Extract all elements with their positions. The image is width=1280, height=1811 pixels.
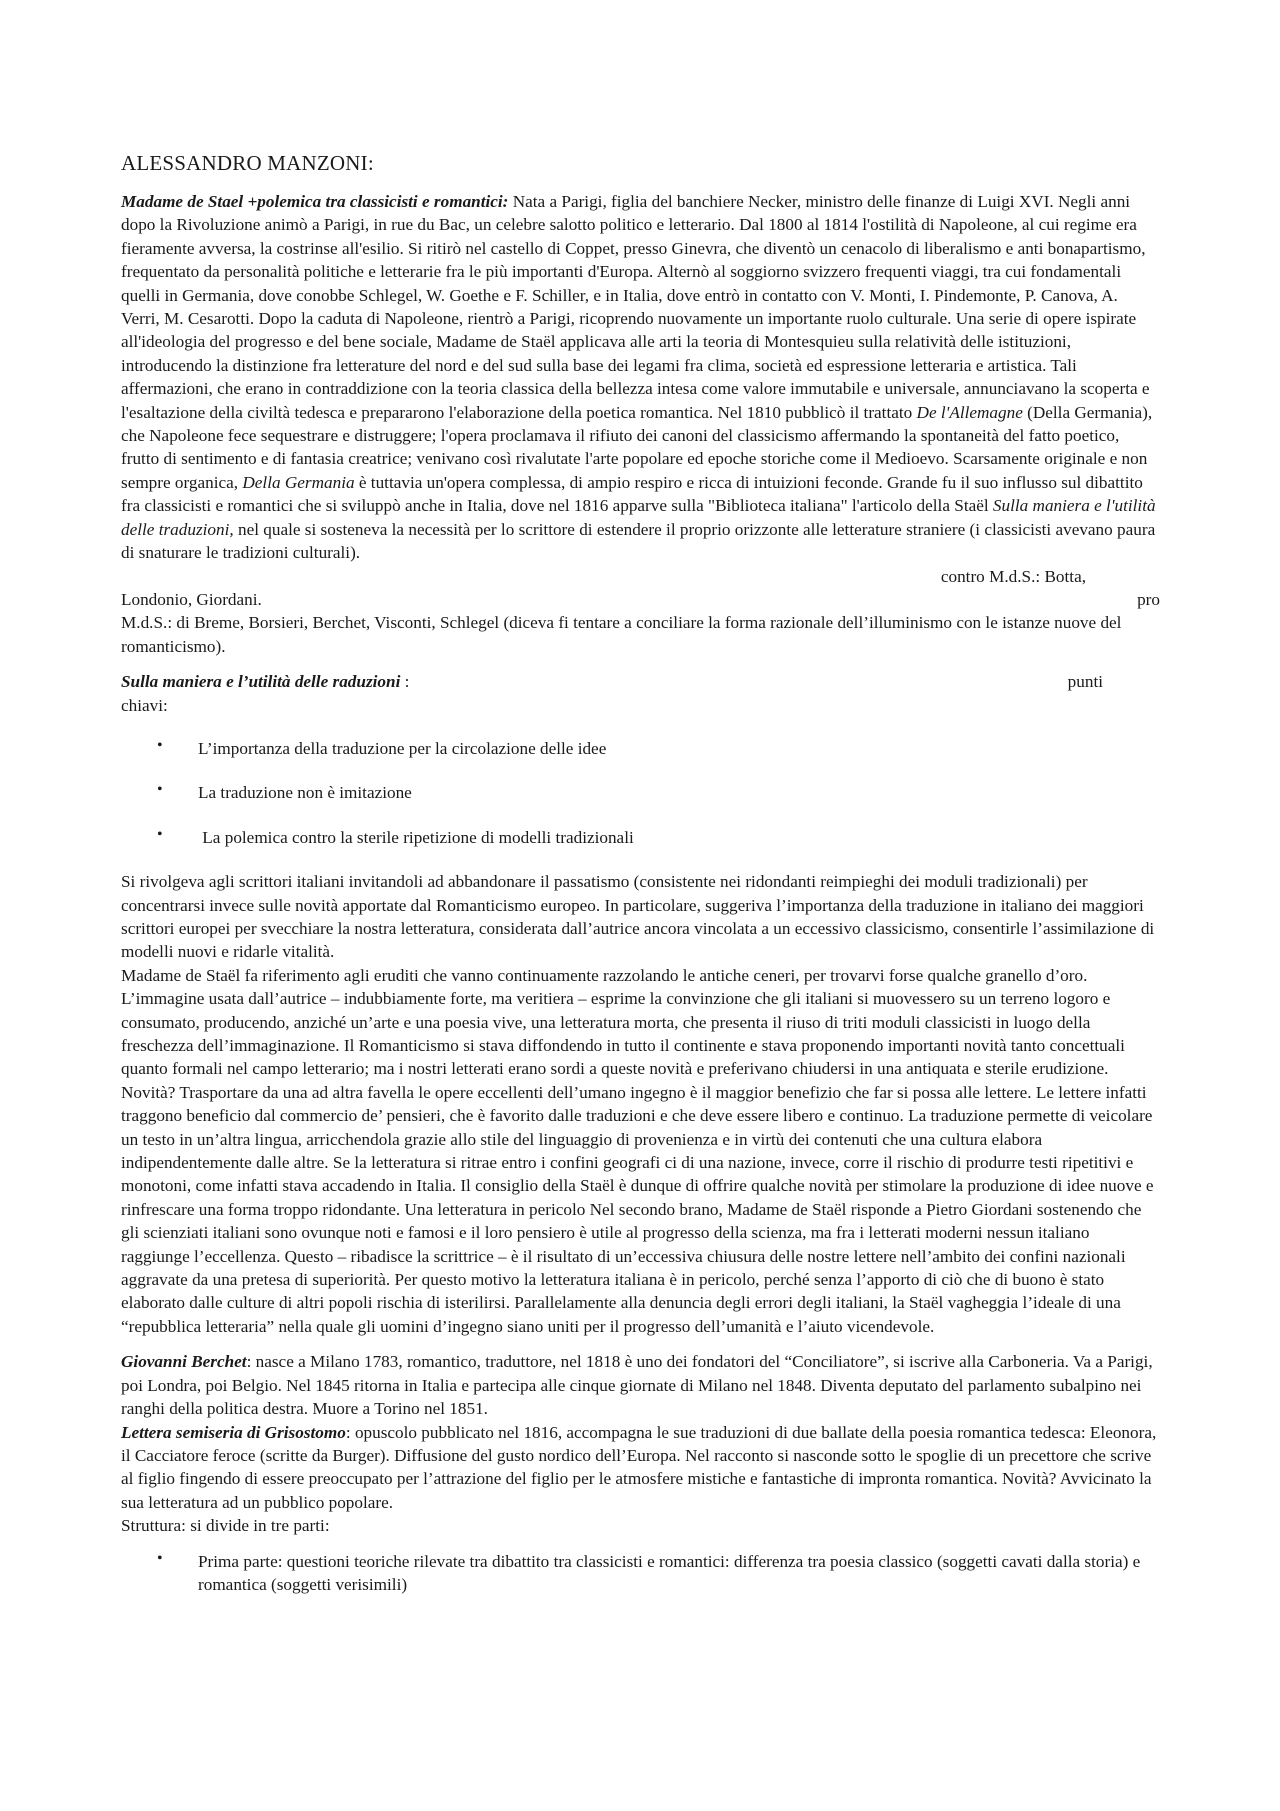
title-sulla-maniera: Sulla maniera e l'utilità delle traduzioni, xyxy=(121,496,1156,539)
lead-sulla-maniera: Sulla maniera e l’utilità delle raduzioni xyxy=(121,672,401,692)
text-fragment: : opuscolo pubblicato nel 1816, accompagna le sue traduzioni di due ballate della poesia romantica tedesca: Eleonora, il Cacciatore feroce (scritte da Burger). Diffusione del gusto nordico dell’Europa. Nel racconto si nasconde sotto le spoglie di un precettore che scrive al figlio fingendo di essere preoccupato per l’attrazione del figlio per le atmosfere mistiche e fantastiche di impronta romantica. Novità? Avvicinato la sua letteratura ad un pubblico popolare. xyxy=(121,1422,1157,1512)
bullet-icon: • xyxy=(157,736,163,754)
text-fragment: : nasce a Milano 1783, romantico, traduttore, nel 1818 è uno dei fondatori del “Conciliatore”, si iscrive alla Carboneria. Va a Parigi, poi Londra, poi Belgio. Nel 1845 ritorna in Italia e partecipa alle cinque giornate di Milano nel 1848. Diventa deputato del parlamento subalpino nei ranghi della politica destra. Muore a Torino nel 1851. xyxy=(121,1352,1153,1419)
punti-word: punti xyxy=(1067,672,1103,692)
lead-madame-de-stael: Madame de Stael +polemica tra classicisti e romantici: xyxy=(121,192,509,211)
paragraph-berchet xyxy=(121,1350,1160,1420)
list-item-text: La polemica contro la sterile ripetizione di modelli tradizionali xyxy=(198,827,634,847)
list-item xyxy=(121,737,1160,760)
pro-text: M.d.S.: di Breme, Borsieri, Berchet, Visconti, Schlegel (diceva fi tentare a conciliare la forma razionale dell’illuminismo con le istanze nuove del romanticismo). xyxy=(121,613,1122,656)
list-item xyxy=(121,826,1160,849)
lead-lettera-semiseria: Lettera semiseria di Grisostomo xyxy=(121,1422,346,1442)
list-item-text: La traduzione non è imitazione xyxy=(198,783,412,803)
chiavi-line: chiavi: xyxy=(121,695,168,715)
key-points-list xyxy=(121,737,1160,849)
contro-names-line xyxy=(121,588,1160,611)
text-fragment: (Della Germania), che Napoleone fece sequestrare e distruggere; l'opera proclamava il rifiuto dei canoni del classicismo affermando la spontaneità del fatto poetico, frutto di sentimento e di fantasia creatrice; venivano così rivalutate l'arte popolare ed epoche storiche come il Medioevo. Scarsamente originale e non sempre organica, xyxy=(121,402,1153,492)
bullet-icon: • xyxy=(157,781,163,799)
text-fragment: nel quale si sosteneva la necessità per lo scrittore di estendere il proprio orizzonte alle letterature straniere (i classicisti avevano paura di snaturare le tradizioni culturali). xyxy=(121,519,1156,563)
list-item xyxy=(121,781,1160,804)
page-title: ALESSANDRO MANZONI: xyxy=(121,151,374,175)
paragraph-madame-de-stael xyxy=(121,190,1160,565)
contro-label: contro M.d.S.: Botta, xyxy=(940,566,1086,586)
paragraph-passatismo: Si rivolgeva agli scrittori italiani invitandoli ad abbandonare il passatismo (consistente nei ridondanti reimpieghi dei moduli tradizionali) per concentrarsi invece sulle novità apportate dal Romanticismo europeo. In particolare, suggeriva l’importanza della traduzione in italiano dei maggiori scrittori europei per svecchiare la nostra letteratura, considerata dall’autrice ancora vincolata a un eccessivo classicismo, consentirle l’assimilazione di modelli nuovi e ridarle vitalità. xyxy=(121,872,1155,962)
colon: : xyxy=(400,672,410,692)
contro-names: Londonio, Giordani. xyxy=(121,589,262,609)
paragraph-lettera-semiseria xyxy=(121,1421,1160,1515)
lead-berchet: Giovanni Berchet xyxy=(121,1352,247,1372)
list-item-text: Prima parte: questioni teoriche rilevate tra dibattito tra classicisti e romantici: differenza tra poesia classico (soggetti cavati dalla storia) e romantica (soggetti verisimili) xyxy=(198,1551,1141,1594)
bullet-icon: • xyxy=(157,825,163,843)
structure-list xyxy=(121,1550,1160,1597)
contro-line xyxy=(121,565,1160,588)
structure-line: Struttura: si divide in tre parti: xyxy=(121,1516,330,1536)
paragraph-eruditi: Madame de Staël fa riferimento agli eruditi che vanno continuamente razzolando le antiche ceneri, per trovarvi forse qualche granello d’oro. L’immagine usata dall’autrice – indubbiamente forte, ma veritiera – esprime la convinzione che gli italiani si muovessero su un terreno logoro e consumato, producendo, anziché un’arte e una poesia vive, una letteratura morta, che presenta il riuso di triti moduli classicisti in luogo della freschezza dell’immaginazione. Il Romanticismo si stava diffondendo in tutto il continente e stava proponendo importanti novità tanto concettuali quanto formali nel campo letterario; ma i nostri letterati erano sordi a queste novità e preferivano chiudersi in una antiquata e sterile erudizione. Novità? Trasportare da una ad altra favella le opere eccellenti dell’umano ingegno è il maggior benefizio che far si possa alle lettere. Le lettere infatti traggono beneficio dal commercio de’ pensieri, che è favorito dalle traduzioni e che deve essere libero e continuo. La traduzione permette di veicolare un testo in un’altra lingua, arricchendola grazie allo stile del linguaggio di provenienza e in virtù dei contenuti che una cultura elabora indipendentemente dalle altre. Se la letteratura si ritrae entro i confini geografi ci di una nazione, invece, corre il rischio di produrre testi ripetitivi e monotoni, come infatti stava accadendo in Italia. Il consiglio della Staël è dunque di offrire qualche novità per stimolare la produzione di idee nuove e rinfrescare una forma troppo ridondante. Una letteratura in pericolo Nel secondo brano, Madame de Staël risponde a Pietro Giordani sostenendo che gli scienziati italiani sono ovunque noti e famosi e il loro pensiero è utile al progresso della scienza, ma fra i letterati moderni nessun italiano raggiunge l’eccellenza. Questo – ribadisce la scrittrice – è il risultato di un’eccessiva chiusura delle nostre lettere nell’ambito dei confini nazionali aggravate da una pretesa di superiorità. Per questo motivo la letteratura italiana è in pericolo, perché senza l’apporto di ciò che di buono è stato elaborato dalle culture di altri popoli rischia di isterilirsi. Parallelamente alla denuncia degli errori degli italiani, la Staël vagheggia l’ideale di una “repubblica letteraria” nella quale gli uomini d’ingegno siano uniti per il progresso dell’umanità e l’aiuto vicendevole. xyxy=(121,965,1154,1336)
list-item-text: L’importanza della traduzione per la circolazione delle idee xyxy=(198,738,607,758)
text-fragment: Nata a Parigi, figlia del banchiere Necker, ministro delle finanze di Luigi XVI. Negli anni dopo la Rivoluzione animò a Parigi, in rue du Bac, un celebre salotto politico e letterario. Dal 1800 al 1814 l'ostilità di Napoleone, al cui regime era fieramente avversa, la costrinse all'esilio. Si ritirò nel castello di Coppet, presso Ginevra, che diventò un cenacolo di liberalismo e anti bonapartismo, frequentato da personalità politiche e letterarie fra le più importanti d'Europa. Alternò al soggiorno svizzero frequenti viaggi, tra cui fondamentali quelli in Germania, dove conobbe Schlegel, W. Goethe e F. Schiller, e in Italia, dove entrò in contatto con V. Monti, I. Pindemonte, P. Canova, A. Verri, M. Cesarotti. Dopo la caduta di Napoleone, rientrò a Parigi, ricoprendo nuovamente un importante ruolo culturale. Una serie di opere ispirate all'ideologia del progresso e del bene sociale, Madame de Staël applicava alle arti la teoria di Montesquieu sulla relatività delle istituzioni, introducendo la distinzione fra letterature del nord e del sud sulla base dei legami fra clima, società ed espressione letteraria e artistica. Tali affermazioni, che erano in contraddizione con la teoria classica della bellezza intesa come valore immutabile e universale, annunciavano la scoperta e l'esaltazione della civiltà tedesca e prepararono l'elaborazione della poetica romantica. Nel 1810 pubblicò il trattato xyxy=(121,192,1150,422)
title-de-lallemagne: De l'Allemagne xyxy=(916,402,1023,422)
pro-label: pro xyxy=(1137,589,1160,609)
heading-sulla-maniera-line xyxy=(121,670,1160,693)
bullet-icon: • xyxy=(157,1549,163,1567)
text-fragment: è tuttavia un'opera complessa, di ampio respiro e ricca di intuizioni feconde. Grande fu il suo influsso sul dibattito fra classicisti e romantici che si sviluppò anche in Italia, dove nel 1816 apparve sulla "Biblioteca italiana" l'articolo della Staël xyxy=(121,472,1143,516)
title-della-germania: Della Germania xyxy=(242,472,355,492)
list-item xyxy=(121,1550,1160,1597)
